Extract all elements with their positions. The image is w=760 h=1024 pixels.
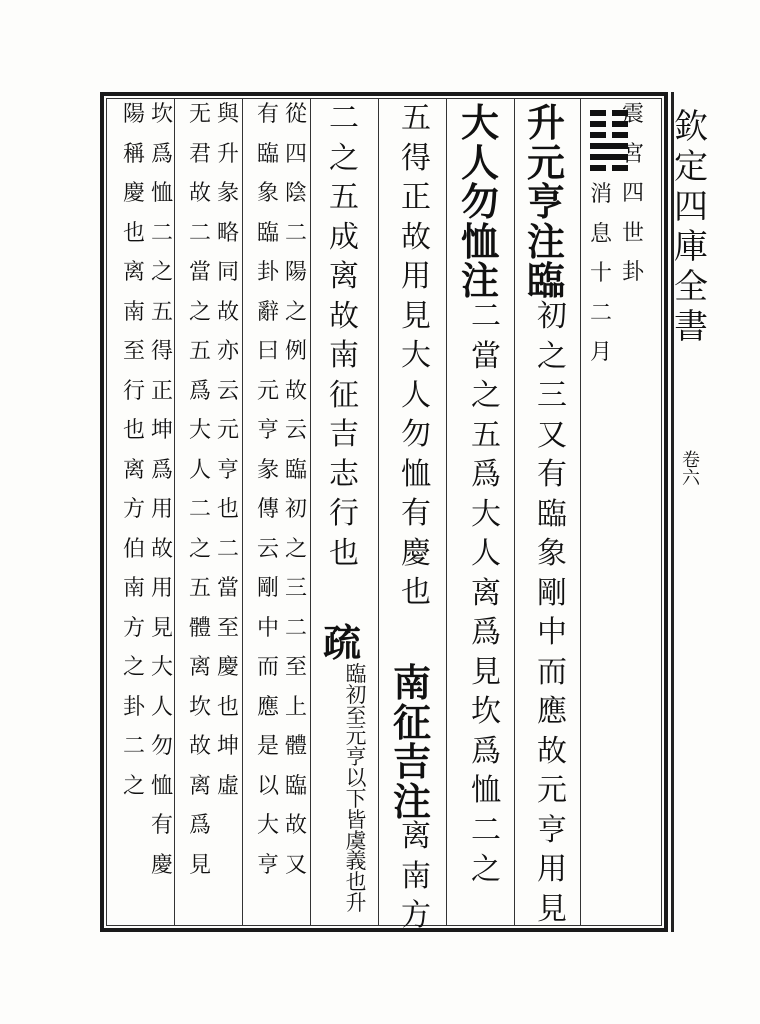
character: 恤 [460, 218, 499, 264]
character: 爲 [150, 141, 173, 167]
character: 爲 [188, 378, 211, 404]
column-rule [514, 98, 515, 926]
text-column [322, 101, 366, 578]
character: 方 [122, 615, 145, 641]
character: 臨 [537, 496, 567, 532]
character: 彖 [216, 181, 239, 206]
character: 之 [537, 338, 567, 374]
character: 五 [471, 417, 501, 453]
character: 南 [401, 858, 431, 894]
character: 之 [471, 852, 501, 887]
character: 吉 [329, 417, 359, 452]
character: 行 [329, 496, 359, 531]
character: 之 [471, 378, 501, 413]
character: 五 [188, 339, 211, 364]
character: 南 [122, 299, 145, 325]
character: 例 [284, 339, 307, 364]
character: 書 [674, 307, 708, 347]
character: 月 [589, 340, 612, 365]
text-column [532, 299, 572, 934]
character: 至 [284, 655, 307, 680]
character: 陽 [284, 260, 307, 285]
character: 离 [122, 260, 145, 285]
character: 恤 [150, 773, 173, 799]
character: 震 [621, 102, 644, 127]
character: 用 [150, 497, 173, 522]
character: 二 [284, 220, 307, 246]
character: 息 [589, 221, 612, 247]
character: 臨 [526, 258, 565, 303]
character: 人 [401, 377, 431, 413]
character: 得 [401, 140, 431, 176]
character: 用 [537, 852, 567, 887]
character: 勿 [460, 179, 499, 224]
character: 略 [216, 220, 239, 246]
character: 故 [216, 299, 239, 325]
character: 大 [401, 338, 431, 373]
character: 以 [256, 773, 279, 799]
character: 离 [401, 819, 431, 854]
character: 消 [589, 182, 612, 207]
character: 上 [284, 694, 307, 720]
character: 應 [256, 694, 279, 720]
character: 离 [329, 259, 359, 294]
character: 二 [122, 734, 145, 759]
column-rule [310, 98, 311, 926]
character: 故 [150, 536, 173, 562]
character: 离 [188, 655, 211, 680]
character: 坤 [150, 418, 173, 443]
character: 也 [122, 418, 145, 443]
character: 五 [150, 299, 173, 325]
character: 元 [216, 418, 239, 443]
character: 故 [188, 181, 211, 206]
character: 定 [674, 147, 708, 187]
character: 注 [526, 218, 565, 264]
character: 義 [345, 849, 367, 874]
character: 臨 [256, 141, 279, 167]
character: 也 [329, 535, 359, 571]
text-column [120, 104, 148, 815]
character: 君 [188, 141, 211, 167]
character: 成 [329, 219, 359, 255]
character: 也 [216, 497, 239, 522]
character: 同 [216, 260, 239, 285]
character: 至 [216, 615, 239, 641]
character: 象 [537, 536, 567, 571]
character: 人 [188, 457, 211, 483]
character: 爲 [471, 733, 501, 769]
character: 陰 [284, 181, 307, 206]
character: 无 [188, 102, 211, 127]
character: 云 [284, 418, 307, 443]
character: 云 [256, 536, 279, 562]
character: 中 [256, 615, 279, 641]
character: 辭 [256, 299, 279, 325]
character: 二 [589, 300, 612, 326]
text-column [390, 660, 434, 824]
column-rule [446, 98, 447, 926]
character: 亨 [256, 852, 279, 878]
character: 五 [401, 101, 431, 136]
character: 恤 [150, 181, 173, 206]
character: 以 [345, 766, 367, 791]
character: 下 [345, 786, 367, 811]
character: 亨 [216, 457, 239, 483]
text-column [386, 101, 446, 618]
character: 卦 [621, 260, 644, 285]
character: 體 [188, 615, 211, 641]
text-column [254, 104, 282, 894]
character: 之 [329, 140, 359, 176]
character: 初 [537, 299, 567, 334]
character: 傳 [256, 497, 279, 522]
character: 與 [216, 102, 239, 127]
character: 當 [188, 260, 211, 285]
character: 伯 [122, 536, 145, 562]
character: 當 [216, 576, 239, 601]
character: 升 [216, 141, 239, 167]
character: 至 [122, 339, 145, 364]
character: 見 [150, 615, 173, 641]
character: 爲 [150, 457, 173, 483]
margin-volume [680, 450, 698, 486]
character: 志 [329, 456, 359, 492]
character: 卦 [122, 694, 145, 720]
character: 見 [188, 852, 211, 878]
character: 正 [401, 180, 431, 215]
character: 爲 [471, 457, 501, 492]
character: 又 [284, 852, 307, 878]
character: 爲 [471, 615, 501, 650]
character: 之 [122, 773, 145, 799]
character: 有 [537, 457, 567, 492]
volume-label: 卷六 [679, 450, 700, 486]
character: 也 [216, 694, 239, 720]
character: 注 [392, 778, 431, 824]
character: 之 [122, 655, 145, 680]
text-column [516, 100, 576, 303]
column-rule [580, 98, 581, 926]
character: 有 [150, 813, 173, 838]
character: 勿 [150, 734, 173, 759]
character: 慶 [150, 852, 173, 878]
character: 大 [471, 496, 501, 532]
character: 勿 [401, 417, 431, 452]
character: 坎 [150, 102, 173, 127]
character: 剛 [537, 575, 567, 611]
character: 陽 [122, 102, 145, 127]
character: 故 [401, 219, 431, 255]
character: 中 [537, 615, 567, 650]
character: 大 [150, 655, 173, 680]
character: 十 [589, 261, 612, 286]
character: 三 [537, 378, 567, 413]
character: 二 [471, 299, 501, 334]
character: 南 [122, 576, 145, 601]
character: 虛 [216, 773, 239, 799]
character: 初 [345, 682, 367, 707]
character: 南 [392, 660, 431, 705]
character: 正 [150, 378, 173, 404]
character: 見 [401, 298, 431, 334]
character: 彖 [256, 457, 279, 483]
character: 大 [460, 100, 499, 145]
character: 臨 [345, 662, 367, 686]
character: 從 [284, 102, 307, 127]
character: 行 [122, 378, 145, 404]
character: 宮 [621, 141, 644, 167]
text-column [320, 620, 364, 665]
character: 故 [284, 813, 307, 838]
character: 元 [256, 378, 279, 404]
character: 亨 [537, 812, 567, 848]
character: 离 [471, 575, 501, 611]
character: 恤 [471, 773, 501, 808]
character: 征 [329, 377, 359, 413]
text-column [342, 664, 370, 914]
character: 也 [401, 575, 431, 610]
character: 二 [188, 497, 211, 522]
character: 用 [150, 576, 173, 601]
character: 是 [256, 734, 279, 759]
character: 有 [256, 102, 279, 127]
character: 故 [537, 733, 567, 769]
character: 人 [471, 536, 501, 571]
character: 臨 [284, 457, 307, 483]
character: 方 [122, 497, 145, 522]
character: 故 [188, 734, 211, 759]
text-column [214, 104, 242, 815]
character: 元 [537, 773, 567, 808]
character: 至 [345, 703, 367, 728]
character: 离 [188, 773, 211, 799]
character: 亨 [526, 179, 565, 224]
character: 二 [471, 812, 501, 848]
character: 二 [329, 101, 359, 136]
character: 又 [537, 417, 567, 453]
character: 臨 [256, 220, 279, 246]
character: 卦 [256, 260, 279, 285]
character: 也 [345, 870, 367, 895]
character: 稱 [122, 141, 145, 167]
character: 坎 [188, 694, 211, 720]
character: 四 [621, 181, 644, 206]
character: 之 [188, 299, 211, 325]
character: 注 [460, 258, 499, 303]
character: 虞 [345, 828, 367, 853]
character: 二 [216, 536, 239, 562]
character: 而 [256, 655, 279, 680]
character: 四 [284, 141, 307, 167]
text-column [148, 104, 176, 894]
text-column [282, 104, 310, 894]
text-column [466, 299, 506, 895]
column-rule [378, 98, 379, 926]
character: 征 [392, 699, 431, 745]
column-rule [242, 98, 243, 926]
character: 五 [188, 576, 211, 601]
character: 皆 [345, 807, 367, 832]
character: 之 [188, 536, 211, 562]
character: 當 [471, 338, 501, 374]
character: 三 [284, 576, 307, 601]
character: 用 [401, 259, 431, 294]
header-gong [620, 104, 646, 302]
character: 之 [284, 299, 307, 325]
character: 故 [329, 298, 359, 334]
character: 欽 [674, 107, 708, 147]
character: 應 [537, 694, 567, 729]
character: 慶 [401, 535, 431, 571]
character: 人 [460, 139, 499, 185]
character: 大 [188, 418, 211, 443]
character: 方 [401, 898, 431, 933]
character: 坤 [216, 734, 239, 759]
character: 庫 [674, 227, 708, 267]
text-column [450, 100, 510, 303]
character: 慶 [122, 181, 145, 206]
character: 之 [284, 536, 307, 562]
character: 大 [256, 813, 279, 838]
character: 有 [401, 496, 431, 531]
character: 亨 [256, 418, 279, 443]
header-xiaoxi [588, 184, 614, 382]
character: 疏 [322, 620, 361, 665]
character: 臨 [284, 773, 307, 799]
character: 故 [284, 378, 307, 404]
character: 全 [674, 267, 708, 307]
character: 曰 [256, 339, 279, 364]
character: 四 [674, 187, 708, 227]
character: 亦 [216, 339, 239, 364]
character: 吉 [392, 739, 431, 784]
character: 元 [345, 724, 367, 749]
character: 亨 [345, 745, 367, 770]
text-column [186, 104, 214, 894]
character: 五 [329, 180, 359, 215]
character: 升 [526, 100, 565, 145]
character: 慶 [216, 655, 239, 680]
character: 之 [150, 260, 173, 285]
character: 坎 [471, 694, 501, 729]
character: 二 [150, 220, 173, 246]
character: 人 [150, 694, 173, 720]
character: 爲 [188, 813, 211, 838]
character: 初 [284, 497, 307, 522]
character: 离 [122, 457, 145, 483]
character: 也 [122, 220, 145, 246]
character: 二 [284, 615, 307, 641]
character: 得 [150, 339, 173, 364]
text-column [396, 819, 436, 941]
character: 見 [471, 654, 501, 690]
character: 升 [345, 891, 367, 916]
character: 二 [188, 220, 211, 246]
character: 而 [537, 654, 567, 690]
character: 世 [621, 220, 644, 246]
character: 云 [216, 378, 239, 404]
character: 元 [526, 139, 565, 185]
character: 恤 [401, 456, 431, 492]
character: 象 [256, 181, 279, 206]
character: 南 [329, 338, 359, 373]
character: 體 [284, 734, 307, 759]
character: 見 [537, 891, 567, 927]
character: 剛 [256, 576, 279, 601]
margin-title [674, 107, 708, 350]
